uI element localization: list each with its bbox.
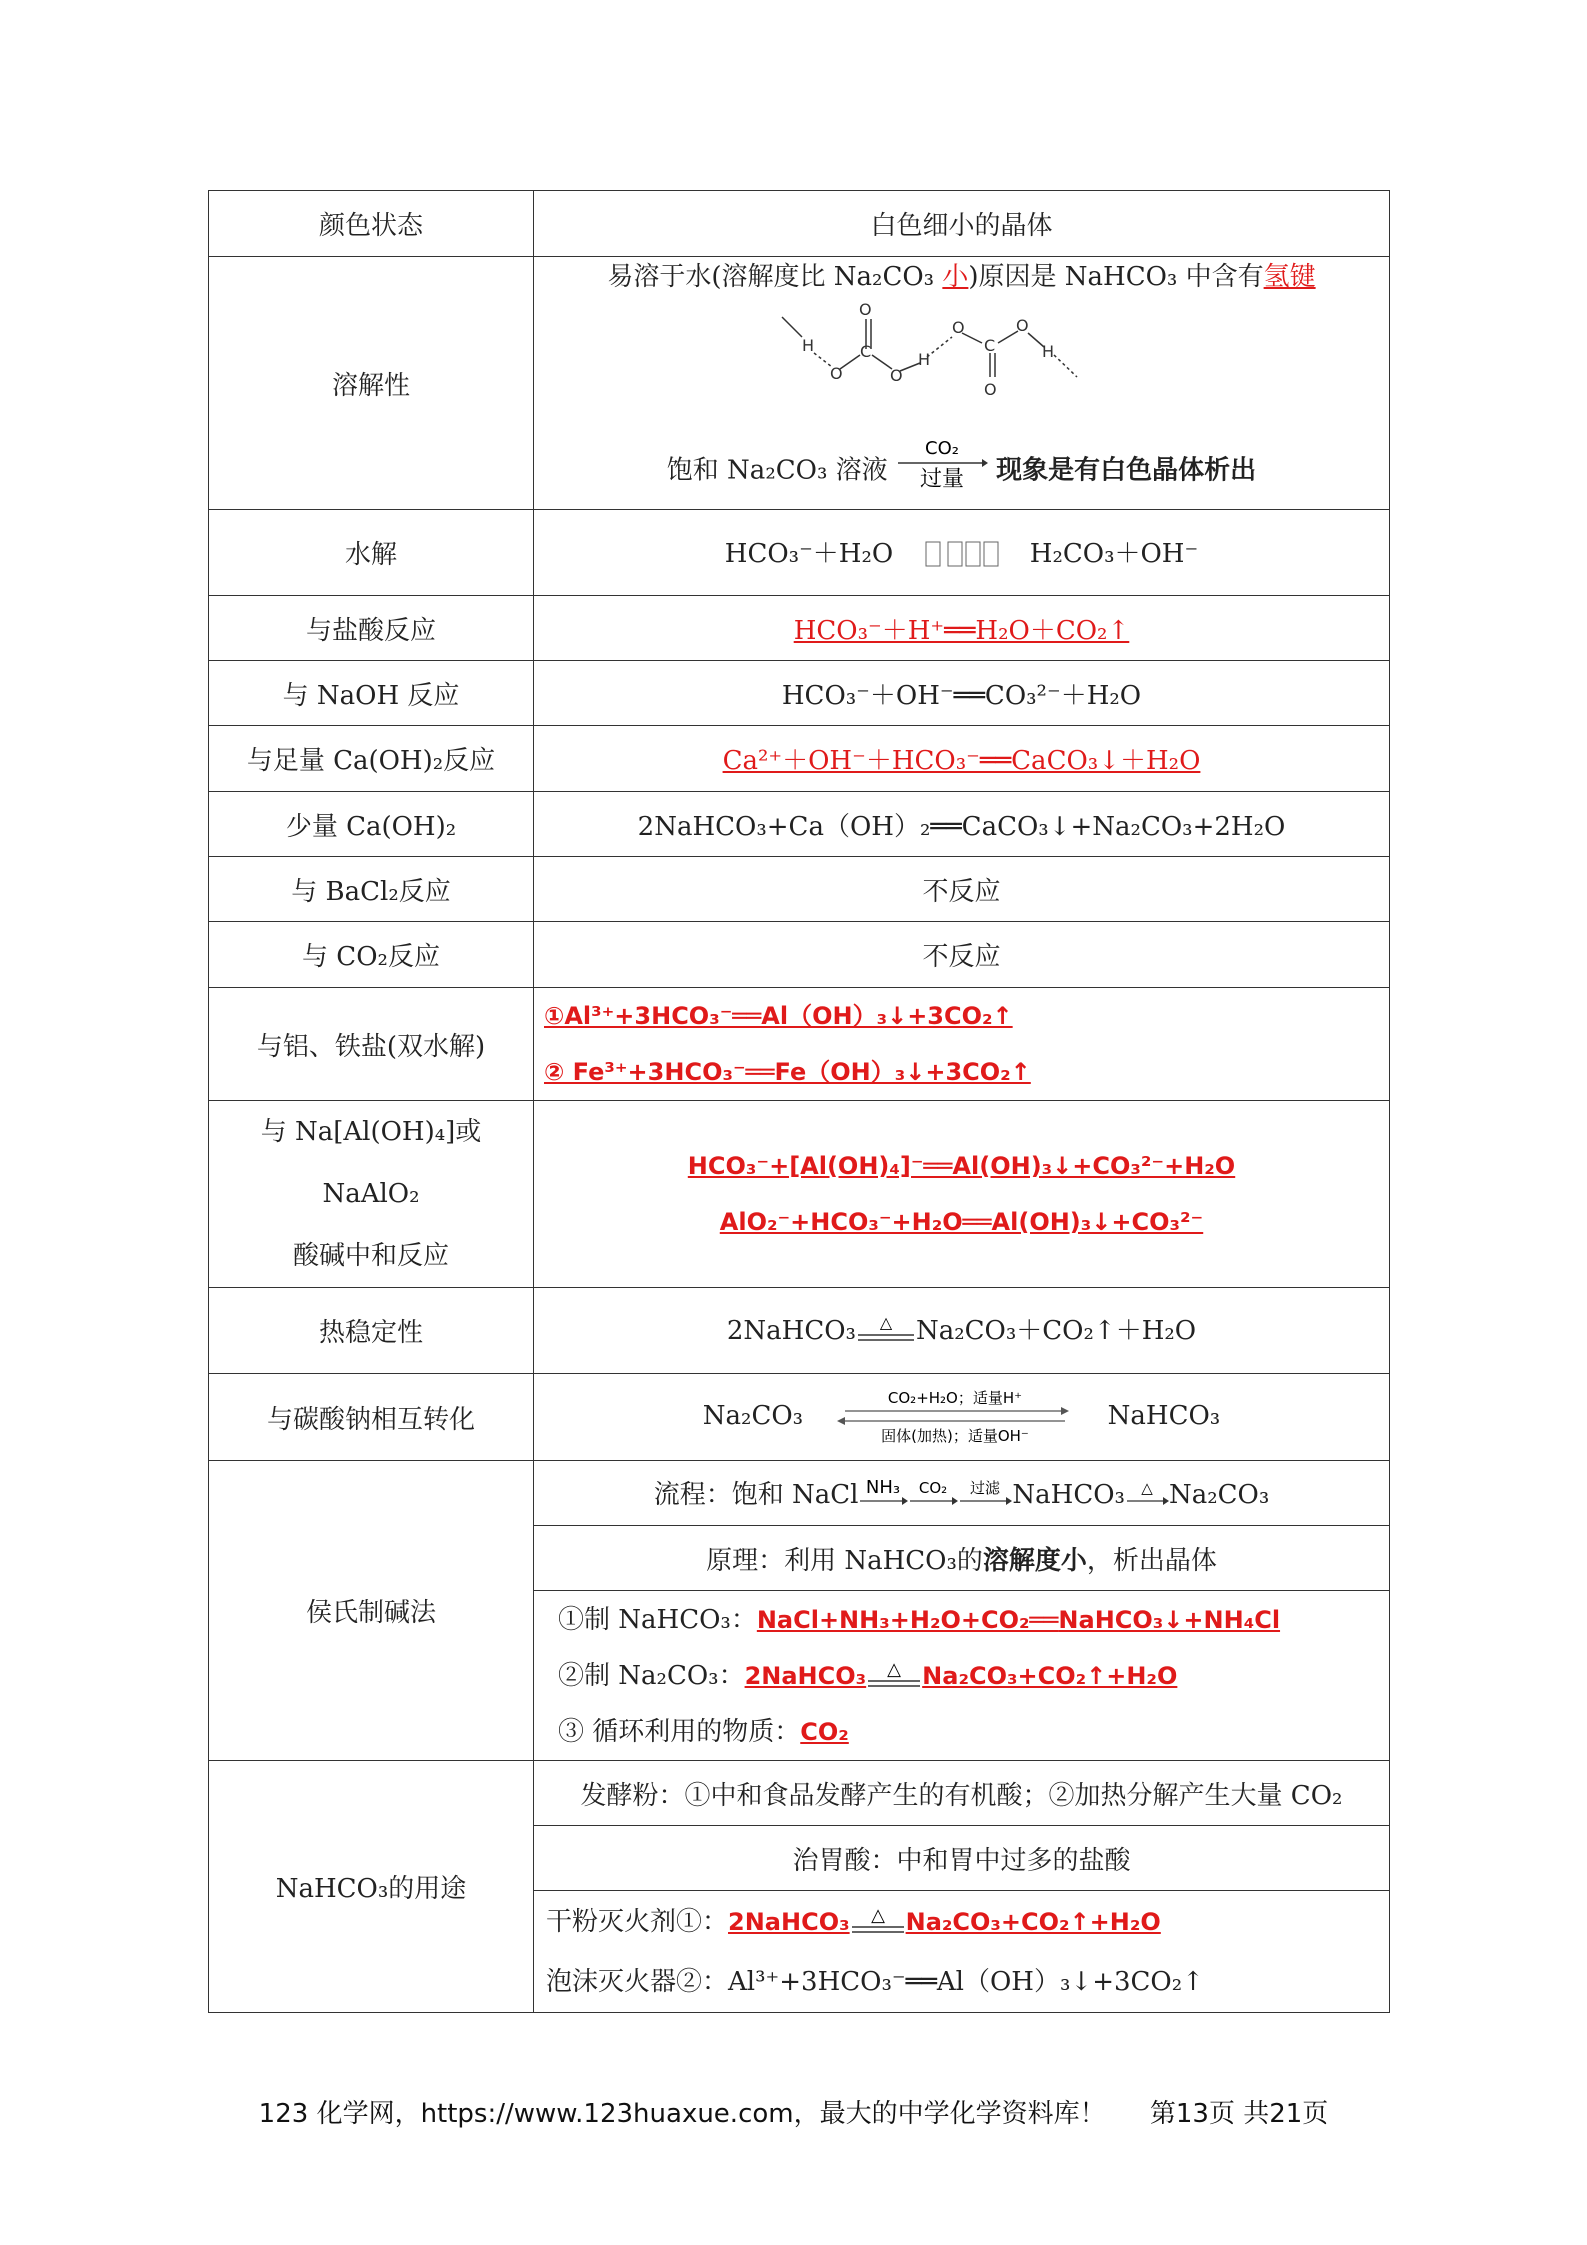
svg-text:H: H xyxy=(917,350,930,369)
svg-text:过量: 过量 xyxy=(919,467,964,492)
hou-principle xyxy=(534,1526,1390,1591)
text-fragment: 饱和 Na₂CO₃ 溶液 xyxy=(666,455,888,486)
answer-substance: CO₂ xyxy=(800,1717,849,1746)
solubility-line1 xyxy=(544,257,1379,297)
table-row xyxy=(209,988,1390,1101)
extinguisher-line: 泡沫灭火器②：Al³⁺+3HCO₃⁻══Al（OH）₃↓+3CO₂↑ xyxy=(546,1966,1204,1997)
principle-key: 溶解度小 xyxy=(982,1545,1087,1576)
answer-equation: Na₂CO₃+CO₂↑+H₂O xyxy=(905,1907,1161,1936)
table-row xyxy=(209,792,1390,857)
step-line xyxy=(558,1648,1379,1704)
table-row xyxy=(209,257,1390,510)
answer-small: 小 xyxy=(942,262,969,292)
row-label: 与 NaOH 反应 xyxy=(209,661,534,726)
table-row xyxy=(209,661,1390,726)
svg-text:△: △ xyxy=(879,1312,893,1332)
flow-arrow-icon xyxy=(1125,1479,1169,1513)
equation-left: HCO₃⁻＋H₂O xyxy=(724,539,894,569)
answer-equation: AlO₂⁻+HCO₃⁻+H₂O══Al(OH)₃↓+CO₃²⁻ xyxy=(719,1208,1204,1236)
label-line: 与 Na[Al(OH)₄]或 NaAlO₂ xyxy=(260,1117,482,1209)
row-label: 热稳定性 xyxy=(209,1288,534,1374)
row-label: 颜色状态 xyxy=(209,191,534,257)
use-extinguishers xyxy=(534,1891,1390,2013)
svg-text:△: △ xyxy=(887,1658,902,1680)
row-value: 不反应 xyxy=(534,922,1390,988)
text-fragment: ，析出晶体 xyxy=(1086,1545,1217,1576)
table-row xyxy=(209,726,1390,792)
table-row xyxy=(209,510,1390,596)
table-row xyxy=(209,1374,1390,1461)
row-label: 水解 xyxy=(209,510,534,596)
equation-left: Na₂CO₃ xyxy=(702,1401,804,1431)
svg-text:CO₂+H₂O；适量H⁺: CO₂+H₂O；适量H⁺ xyxy=(888,1389,1023,1407)
svg-text:H: H xyxy=(1041,342,1054,361)
row-value xyxy=(534,596,1390,661)
row-label: 与 CO₂反应 xyxy=(209,922,534,988)
equation-right: Na₂CO₃＋CO₂↑＋H₂O xyxy=(915,1315,1197,1346)
hou-flow xyxy=(534,1461,1390,1526)
nahco3-properties-table xyxy=(208,190,1390,2013)
table-row xyxy=(209,922,1390,988)
row-label: 与碳酸钠相互转化 xyxy=(209,1374,534,1461)
phenomenon-text: 现象是有白色晶体析出 xyxy=(996,455,1257,486)
answer-equation: NaCl+NH₃+H₂O+CO₂ xyxy=(756,1605,1030,1634)
answer-equation: 2NaHCO₃ xyxy=(728,1907,850,1936)
table-row xyxy=(209,1288,1390,1374)
row-value xyxy=(534,1374,1390,1461)
text-fragment: 干粉灭火剂①： xyxy=(546,1906,729,1937)
reversible-arrow-icon xyxy=(922,538,1002,572)
row-value: 白色细小的晶体 xyxy=(534,191,1390,257)
row-label: NaHCO₃的用途 xyxy=(209,1761,534,2013)
text-fragment: ③ 循环利用的物质： xyxy=(558,1716,801,1747)
extinguisher-line xyxy=(546,1892,1379,1952)
svg-text:C: C xyxy=(859,342,871,361)
svg-text:NH₃: NH₃ xyxy=(866,1478,901,1498)
answer-equation: HCO₃⁻+[Al(OH)₄]⁻══Al(OH)₃↓+CO₃²⁻+H₂O xyxy=(687,1152,1236,1180)
row-label: 与 BaCl₂反应 xyxy=(209,857,534,922)
label-line: 酸碱中和反应 xyxy=(292,1241,449,1271)
table-row xyxy=(209,857,1390,922)
answer-equation: NaHCO₃↓+NH₄Cl xyxy=(1058,1605,1281,1634)
arrow-with-conditions-icon xyxy=(896,434,988,492)
svg-text:O: O xyxy=(983,380,997,399)
solubility-line2 xyxy=(544,434,1379,509)
svg-text:CO₂: CO₂ xyxy=(924,438,959,459)
text-fragment: ②制 Na₂CO₃： xyxy=(558,1660,745,1691)
answer-equation: 2NaHCO₃ xyxy=(744,1661,867,1690)
svg-text:O: O xyxy=(858,300,872,319)
answer-equation: ② Fe³⁺+3HCO₃⁻══Fe（OH）₃↓+3CO₂↑ xyxy=(544,1058,1031,1086)
svg-text:固体(加热)；适量OH⁻: 固体(加热)；适量OH⁻ xyxy=(881,1427,1030,1445)
flow-arrow-icon xyxy=(908,1479,958,1513)
row-label: 少量 Ca(OH)₂ xyxy=(209,792,534,857)
equation-left: 2NaHCO₃ xyxy=(726,1315,856,1346)
heat-equals-sign-icon xyxy=(850,1905,906,1941)
text-fragment: )原因是 NaHCO₃ 中含有 xyxy=(968,262,1264,292)
hou-steps xyxy=(534,1591,1390,1761)
step-line: ①制 NaHCO₃：NaCl+NH₃+H₂O+CO₂══NaHCO₃↓+NH₄Cl xyxy=(558,1604,1281,1635)
answer-equation: Na₂CO₃+CO₂↑+H₂O xyxy=(922,1661,1178,1690)
equation-right: H₂CO₃＋OH⁻ xyxy=(1029,539,1199,569)
flow-arrow-icon xyxy=(858,1479,908,1513)
row-label: 溶解性 xyxy=(209,257,534,510)
table-row xyxy=(209,191,1390,257)
table-row xyxy=(209,1461,1390,1526)
svg-text:△: △ xyxy=(1141,1478,1153,1497)
text-fragment: 流程：饱和 NaCl xyxy=(653,1479,859,1510)
answer-equation: HCO₃⁻＋H⁺══H₂O＋CO₂↑ xyxy=(793,615,1130,646)
equation-right: NaHCO₃ xyxy=(1107,1401,1221,1431)
svg-text:△: △ xyxy=(870,1904,885,1926)
svg-text:O: O xyxy=(829,364,843,383)
row-value xyxy=(534,510,1390,596)
text-fragment: NaHCO₃ xyxy=(1012,1479,1125,1510)
svg-text:CO₂: CO₂ xyxy=(919,1478,948,1497)
answer-equation: Ca²⁺＋OH⁻＋HCO₃⁻══CaCO₃↓＋H₂O xyxy=(722,746,1201,776)
row-value xyxy=(534,1288,1390,1374)
interconversion-arrows-icon xyxy=(825,1387,1085,1447)
use-leaven: 发酵粉：①中和食品发酵产生的有机酸；②加热分解产生大量 CO₂ xyxy=(534,1761,1390,1826)
svg-text:过滤: 过滤 xyxy=(970,1478,1001,1497)
row-label: 与盐酸反应 xyxy=(209,596,534,661)
row-value xyxy=(534,1101,1390,1288)
use-antacid: 治胃酸：中和胃中过多的盐酸 xyxy=(534,1826,1390,1891)
row-label xyxy=(209,1101,534,1288)
answer-equation: ①Al³⁺+3HCO₃⁻══Al（OH）₃↓+3CO₂↑ xyxy=(544,1002,1013,1030)
row-label: 与足量 Ca(OH)₂反应 xyxy=(209,726,534,792)
text-fragment: 易溶于水(溶解度比 Na₂CO₃ xyxy=(607,262,943,292)
row-value: 不反应 xyxy=(534,857,1390,922)
table-row xyxy=(209,1761,1390,1826)
heat-equals-sign-icon xyxy=(866,1659,922,1695)
row-label: 侯氏制碱法 xyxy=(209,1461,534,1761)
reaction-arrow xyxy=(896,434,988,509)
row-value: HCO₃⁻＋OH⁻══CO₃²⁻＋H₂O xyxy=(534,661,1390,726)
hydrogen-bond-structure-diagram xyxy=(772,297,1152,427)
page-number: 第13页 共21页 xyxy=(1149,2099,1329,2129)
row-value xyxy=(534,726,1390,792)
answer-hydrogen-bond: 氢键 xyxy=(1263,262,1316,292)
step-line xyxy=(558,1704,1379,1760)
table-row xyxy=(209,1101,1390,1288)
row-value xyxy=(534,988,1390,1101)
page-footer xyxy=(0,2093,1587,2130)
table-row xyxy=(209,596,1390,661)
svg-text:C: C xyxy=(983,336,995,355)
row-label: 与铝、铁盐(双水解) xyxy=(209,988,534,1101)
solubility-cell xyxy=(534,257,1390,510)
svg-text:H: H xyxy=(801,336,814,355)
text-fragment: ①制 NaHCO₃： xyxy=(558,1604,757,1635)
text-fragment: 原理：利用 NaHCO₃的 xyxy=(706,1545,983,1576)
row-value: 2NaHCO₃+Ca（OH）₂══CaCO₃↓+Na₂CO₃+2H₂O xyxy=(534,792,1390,857)
svg-text:O: O xyxy=(1015,316,1029,335)
flow-arrow-icon xyxy=(958,1479,1012,1513)
footer-site: 123 化学网，https://www.123huaxue.com，最大的中学化学资料库！ xyxy=(258,2099,1106,2129)
svg-text:O: O xyxy=(951,318,965,337)
heat-equals-sign-icon xyxy=(856,1312,916,1352)
svg-text:O: O xyxy=(889,366,903,385)
text-fragment: Na₂CO₃ xyxy=(1168,1479,1270,1510)
